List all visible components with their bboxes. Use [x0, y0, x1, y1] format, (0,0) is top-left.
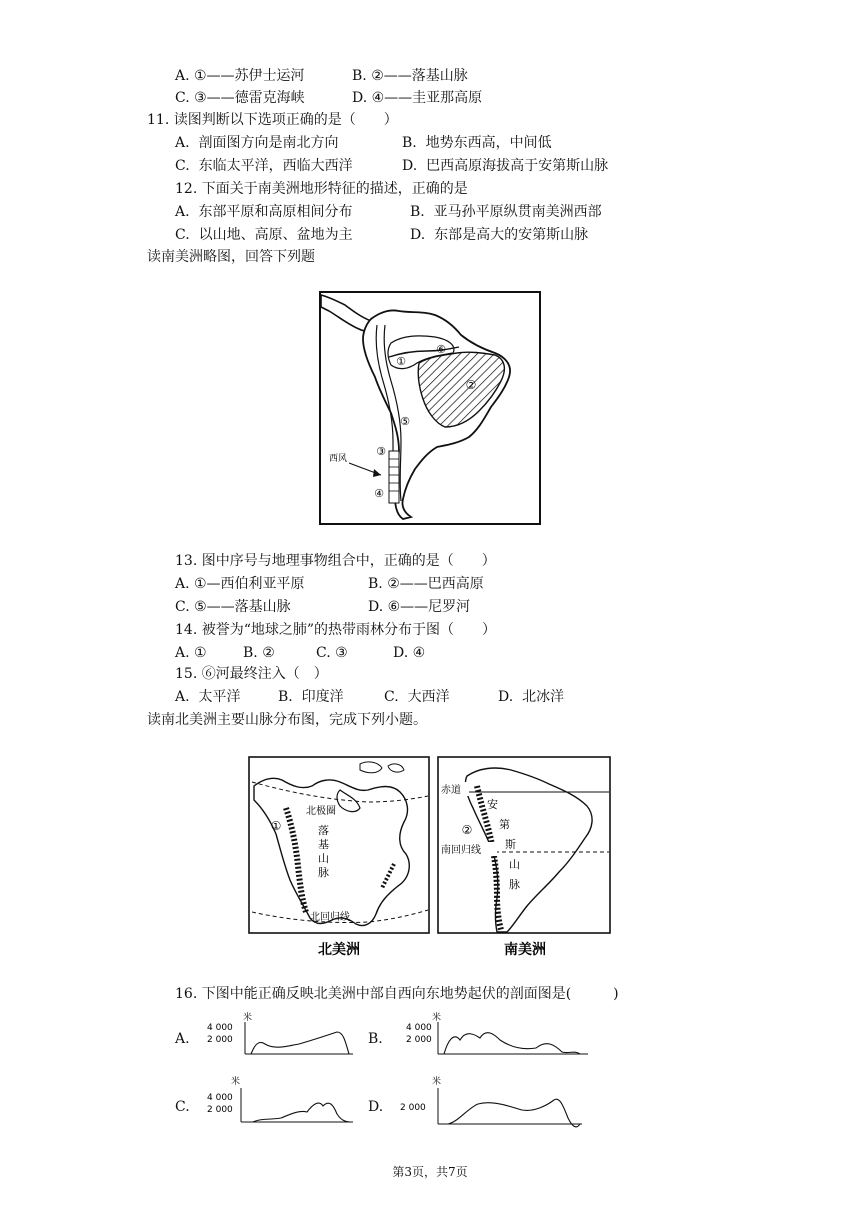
- q16-option-d: D.: [368, 1099, 384, 1115]
- q16-option-a: A.: [175, 1031, 190, 1047]
- svg-text:米: 米: [231, 1077, 241, 1087]
- q11-option-d: D. 巴西高原海拔高于安第斯山脉: [402, 158, 609, 174]
- q14-option-b: B. ②: [243, 645, 275, 661]
- na-marker: ①: [270, 819, 282, 833]
- south-america-mountains-map: [437, 756, 613, 960]
- svg-text:2 000: 2 000: [207, 1105, 233, 1115]
- rocky-char-3: 山: [318, 852, 329, 865]
- page-footer: 第3页，共7页: [392, 1165, 468, 1179]
- svg-text:2 000: 2 000: [400, 1103, 426, 1113]
- svg-text:米: 米: [432, 1013, 442, 1023]
- map1-label-4: ④: [374, 487, 384, 500]
- q15-option-d: D. 北冰洋: [498, 689, 565, 705]
- q14-option-c: C. ③: [316, 645, 348, 661]
- na-caption: 北美洲: [318, 942, 360, 958]
- profile-b: [404, 1010, 590, 1062]
- andes-char-3: 斯: [505, 838, 516, 851]
- rocky-char-2: 基: [318, 838, 329, 851]
- andes-char-4: 山: [509, 858, 520, 871]
- q12-option-d: D. 东部是高大的安第斯山脉: [410, 227, 589, 243]
- q14-option-a: A. ①: [175, 645, 207, 661]
- q12-option-c: C. 以山地、高原、盆地为主: [175, 227, 353, 243]
- tropic-capricorn-label: 南回归线: [441, 845, 481, 856]
- q15-option-c: C. 大西洋: [384, 689, 450, 705]
- svg-text:2 000: 2 000: [406, 1035, 432, 1045]
- q13-stem: 13. 图中序号与地理事物组合中，正确的是（ ）: [175, 553, 496, 569]
- map1-label-5: ⑤: [400, 415, 410, 428]
- svg-text:4 000: 4 000: [406, 1023, 432, 1033]
- map1-wind-label: 西风: [329, 454, 348, 464]
- q15-stem: 15. ⑥河最终注入（ ）: [175, 666, 328, 682]
- map1-label-3: ③: [376, 445, 386, 458]
- svg-text:2 000: 2 000: [207, 1035, 233, 1045]
- q13-option-a: A. ①—西伯利亚平原: [175, 576, 305, 592]
- q16-option-c: C.: [175, 1099, 190, 1115]
- q16-stem: 16. 下图中能正确反映北美洲中部自西向东地势起伏的剖面图是( ): [175, 986, 619, 1002]
- q13-option-b: B. ②——巴西高原: [368, 576, 484, 592]
- rocky-char-4: 脉: [318, 866, 329, 879]
- svg-text:米: 米: [432, 1077, 442, 1087]
- q16-option-b: B.: [368, 1031, 383, 1047]
- profile-c: [205, 1074, 355, 1130]
- sa-caption: 南美洲: [504, 942, 546, 958]
- svg-text:4 000: 4 000: [207, 1093, 233, 1103]
- arctic-circle-label: 北极圈: [306, 806, 336, 817]
- q10-option-d: D. ④——圭亚那高原: [352, 90, 483, 106]
- q11-stem: 11. 读图判断以下选项正确的是（ ）: [147, 112, 398, 128]
- andes-char-2: 第: [499, 818, 510, 831]
- intro-south-america-map: 读南美洲略图，回答下列题: [147, 249, 315, 265]
- q13-option-d: D. ⑥——尼罗河: [368, 599, 471, 615]
- q14-option-d: D. ④: [393, 645, 426, 661]
- andes-char-1: 安: [487, 798, 498, 811]
- tropic-cancer-label: 北回归线: [310, 912, 350, 923]
- q14-stem: 14. 被誉为“地球之肺”的热带雨林分布于图（ ）: [175, 622, 497, 638]
- q10-option-b: B. ②——落基山脉: [352, 68, 468, 84]
- north-america-map: [248, 756, 430, 960]
- q11-option-b: B. 地势东西高，中间低: [402, 135, 552, 151]
- q11-option-a: A. 剖面图方向是南北方向: [175, 135, 339, 151]
- sa-marker: ②: [461, 823, 473, 837]
- map1-label-1: ①: [396, 355, 406, 368]
- svg-text:4 000: 4 000: [207, 1023, 233, 1033]
- q12-option-b: B. 亚马孙平原纵贯南美洲西部: [410, 204, 602, 220]
- southern-andes-strips: [389, 451, 399, 503]
- q12-stem: 12. 下面关于南美洲地形特征的描述，正确的是: [175, 181, 468, 197]
- map1-label-2: ②: [465, 378, 477, 392]
- intro-americas-mountains: 读南北美洲主要山脉分布图，完成下列小题。: [147, 712, 427, 728]
- rocky-char-1: 落: [318, 824, 329, 837]
- q13-option-c: C. ⑤——落基山脉: [175, 599, 291, 615]
- q12-option-a: A. 东部平原和高原相间分布: [175, 204, 353, 220]
- equator-label: 赤道: [441, 785, 461, 796]
- profile-d: [398, 1074, 584, 1134]
- andes-char-5: 脉: [509, 878, 520, 891]
- map1-label-6: ⑥: [436, 343, 446, 356]
- q10-option-c: C. ③——德雷克海峡: [175, 90, 305, 106]
- q15-option-a: A. 太平洋: [175, 689, 241, 705]
- south-america-sketch-map: [319, 291, 541, 525]
- q11-option-c: C. 东临太平洋，西临大西洋: [175, 158, 353, 174]
- q10-option-a: A. ①——苏伊士运河: [175, 68, 305, 84]
- svg-text:米: 米: [243, 1013, 253, 1023]
- profile-a: [205, 1010, 355, 1062]
- q15-option-b: B. 印度洋: [278, 689, 344, 705]
